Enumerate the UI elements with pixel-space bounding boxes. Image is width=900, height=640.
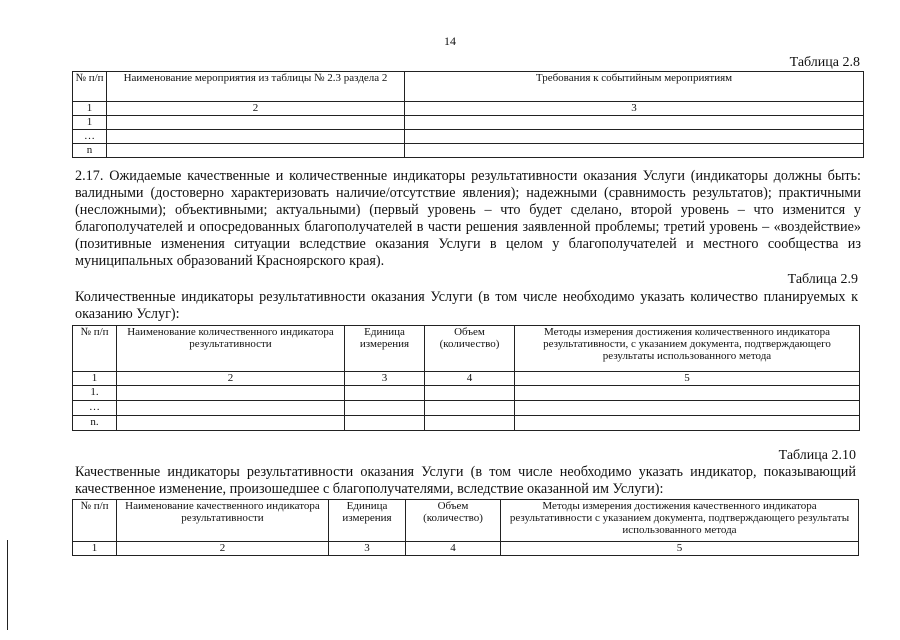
table-cell xyxy=(117,416,345,431)
table-cell xyxy=(425,401,515,416)
t29-header-unit: Единица измерения xyxy=(345,326,425,372)
table-cell xyxy=(107,130,405,144)
t28-header-name: Наименование мероприятия из таблицы № 2.3 раздела 2 xyxy=(107,72,405,102)
t210-colnum-3: 3 xyxy=(329,542,406,556)
t29-row-label: … xyxy=(73,401,117,416)
t210-header-volume: Объем (количество) xyxy=(406,500,501,542)
table-cell xyxy=(345,416,425,431)
table-2-10-caption: Таблица 2.10 xyxy=(778,448,856,463)
table-cell xyxy=(405,130,864,144)
t210-colnum-1: 1 xyxy=(73,542,117,556)
table-cell xyxy=(117,401,345,416)
table-2-9-title: Количественные индикаторы результативности оказания Услуги (в том числе необходимо указать количество планируемых к оказанию Услуг): xyxy=(75,289,858,322)
table-2-9 xyxy=(72,325,860,431)
table-cell xyxy=(405,144,864,158)
t29-header-methods: Методы измерения достижения количественного индикатора результативности, с указанием документа, подтверждающего результаты использованного метода xyxy=(515,326,860,372)
table-2-8-caption: Таблица 2.8 xyxy=(789,55,860,70)
t210-colnum-5: 5 xyxy=(501,542,859,556)
t29-colnum-5: 5 xyxy=(515,372,860,386)
table-2-10 xyxy=(72,499,859,556)
table-cell xyxy=(345,401,425,416)
t210-header-methods: Методы измерения достижения качественного индикатора результативности с указанием документа, подтверждающего результаты использованного метода xyxy=(501,500,859,542)
t29-colnum-4: 4 xyxy=(425,372,515,386)
t29-header-volume: Объем (количество) xyxy=(425,326,515,372)
t28-header-num: № п/п xyxy=(73,72,107,102)
table-cell xyxy=(117,386,345,401)
margin-rule xyxy=(7,540,8,630)
t28-row-label: n xyxy=(73,144,107,158)
table-cell xyxy=(107,144,405,158)
table-cell xyxy=(515,386,860,401)
t29-row-label: n. xyxy=(73,416,117,431)
t29-row-label: 1. xyxy=(73,386,117,401)
table-cell xyxy=(405,116,864,130)
table-2-8 xyxy=(72,71,864,158)
table-cell xyxy=(345,386,425,401)
t28-colnum-3: 3 xyxy=(405,102,864,116)
table-2-9-caption: Таблица 2.9 xyxy=(787,272,858,287)
table-cell xyxy=(107,116,405,130)
t210-header-unit: Единица измерения xyxy=(329,500,406,542)
t210-header-name: Наименование качественного индикатора результативности xyxy=(117,500,329,542)
t28-row-label: 1 xyxy=(73,116,107,130)
t29-colnum-1: 1 xyxy=(73,372,117,386)
table-cell xyxy=(515,416,860,431)
t210-colnum-2: 2 xyxy=(117,542,329,556)
t28-colnum-1: 1 xyxy=(73,102,107,116)
t210-colnum-4: 4 xyxy=(406,542,501,556)
t29-colnum-3: 3 xyxy=(345,372,425,386)
t28-header-requirements: Требования к событийным мероприятиям xyxy=(405,72,864,102)
table-cell xyxy=(425,416,515,431)
page-number: 14 xyxy=(444,34,456,48)
t28-colnum-2: 2 xyxy=(107,102,405,116)
table-cell xyxy=(515,401,860,416)
table-cell xyxy=(425,386,515,401)
t29-header-num: № п/п xyxy=(73,326,117,372)
t210-header-num: № п/п xyxy=(73,500,117,542)
paragraph-2-17: 2.17. Ожидаемые качественные и количественные индикаторы результативности оказания Услуги (индикаторы должны быть: валидными (достоверно характеризовать наличие/отсутствие явления); надежными (сравнимость результатов); практичными (несложными); объективными; актуальными) (первый уровень – что будет сделано, второй уровень – что изменится у благополучателей и опосредованных благополучателей в части решения заявленной проблемы; третий уровень – «воздействие» (позитивные изменения ситуации вследствие оказания Услуги в целом у благополучателей и местного сообщества из муниципальных образований Красноярского края). xyxy=(75,168,861,269)
t28-row-label: … xyxy=(73,130,107,144)
t29-colnum-2: 2 xyxy=(117,372,345,386)
t29-header-name: Наименование количественного индикатора результативности xyxy=(117,326,345,372)
table-2-10-title: Качественные индикаторы результативности оказания Услуги (в том числе необходимо указать индикатор, показывающий качественное изменение, произошедшее с благополучателями, вследствие оказанной им Услуги): xyxy=(75,464,856,497)
